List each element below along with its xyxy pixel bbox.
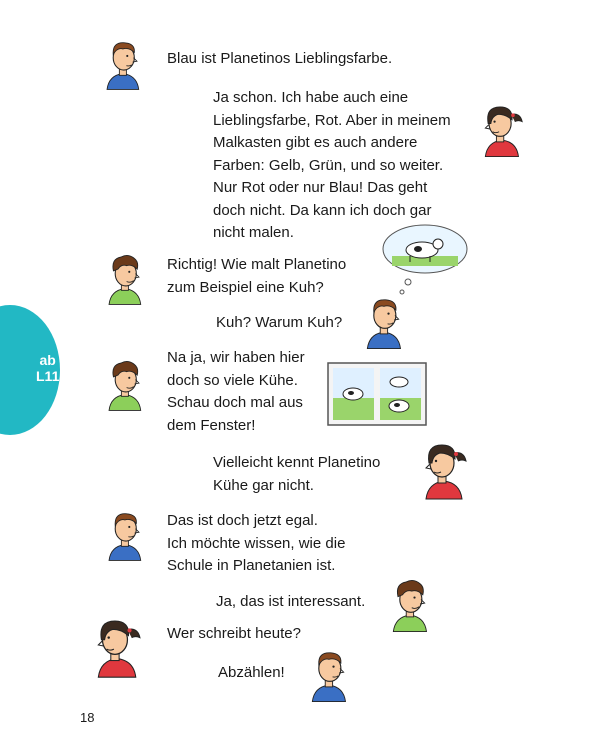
chapter-tab-line2: L11	[36, 368, 60, 384]
boy-blue-character	[100, 35, 144, 91]
page-number: 18	[80, 710, 95, 725]
dialogue-line-2: Ja schon. Ich habe auch eine Lieblingsfarbe, Rot. Aber in meinem Malkasten gibt es auch andere Farben: Gelb, Grün, und so weiter. Nur Rot oder nur Blau! Das geht doch nicht. Da kann ich doch gar nicht malen.	[213, 89, 451, 241]
boy-green-character	[386, 573, 432, 635]
chapter-tab-label	[36, 352, 59, 384]
dialogue-line-9: Wer schreibt heute?	[167, 625, 301, 642]
girl-red-character	[478, 100, 524, 158]
girl-red-character	[418, 437, 468, 501]
boy-green-character	[102, 249, 146, 307]
girl-red-character	[90, 613, 142, 679]
dialogue-line-3: Richtig! Wie malt Planetino zum Beispiel eine Kuh?	[167, 256, 347, 296]
window-with-cows	[327, 362, 427, 426]
dialogue-line-5: Na ja, wir haben hier doch so viele Kühe. Schau doch mal aus dem Fenster!	[167, 349, 305, 434]
dialogue-line-8: Ja, das ist interessant.	[216, 593, 366, 610]
boy-blue-character	[360, 290, 406, 352]
boy-blue-character	[102, 505, 146, 563]
chapter-tab-line1: ab	[39, 352, 56, 368]
boy-green-character	[102, 355, 146, 413]
dialogue-line-10: Abzählen!	[218, 664, 285, 681]
dialogue-line-4: Kuh? Warum Kuh?	[216, 314, 343, 331]
dialogue-line-1: Blau ist Planetinos Lieblingsfarbe.	[167, 50, 393, 67]
dialogue-line-7: Das ist doch jetzt egal. Ich möchte wissen, wie die Schule in Planetanien ist.	[167, 512, 346, 574]
dialogue-line-6: Vielleicht kennt Planetino Kühe gar nicht.	[213, 454, 381, 494]
boy-blue-character	[305, 643, 351, 705]
